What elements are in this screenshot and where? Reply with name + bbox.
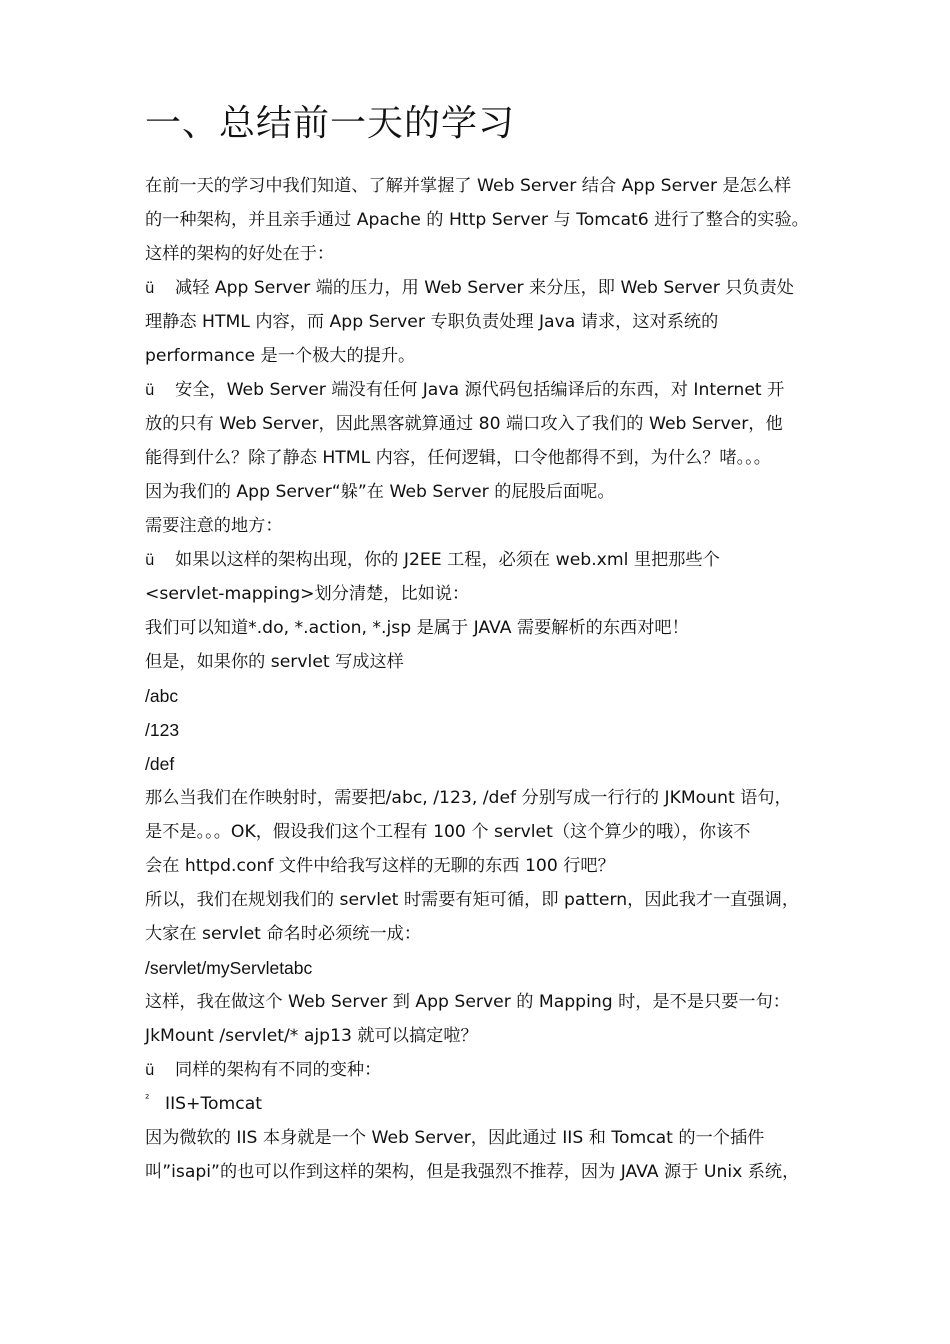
paragraph-line: 大家在 servlet 命名时必须统一成： [145,924,422,944]
bullet-line [145,373,813,407]
bullet-marker-icon: ü [145,1061,155,1079]
code-line: /123 [145,720,180,740]
paragraph-line: 那么当我们在作映射时，需要把/abc, /123, /def 分别写成一行行的 JKMount 语句， [145,788,792,808]
bullet-text: 同样的架构有不同的变种： [175,1060,382,1080]
paragraph-line: JkMount /servlet/* ajp13 就可以搞定啦？ [145,1026,478,1046]
paragraph-line: performance 是一个极大的提升。 [145,346,416,366]
paragraph-line: 所以，我们在规划我们的 servlet 时需要有矩可循，即 pattern，因此我才一直强调， [145,890,800,910]
bullet-text: 减轻 App Server 端的压力，用 Web Server 来分压，即 Web Server 只负责处 [175,278,794,298]
bullet-text: 安全，Web Server 端没有任何 Java 源代码包括编译后的东西，对 Internet 开 [175,380,785,400]
paragraph-line: 的一种架构，并且亲手通过 Apache 的 Http Server 与 Tomcat6 进行了整合的实验。 [145,210,809,230]
bullet-line [145,271,813,305]
code-line: /def [145,754,175,774]
bullet-line [145,1053,813,1087]
paragraph-line: 但是，如果你的 servlet 写成这样 [145,652,404,672]
square-bullet-icon: ² [145,1092,150,1106]
bullet-marker-icon: ü [145,551,155,569]
document-body [145,169,813,1189]
code-line: /servlet/myServletabc [145,958,313,978]
paragraph-line: 会在 httpd.conf 文件中给我写这样的无聊的东西 100 行吧？ [145,856,615,876]
paragraph-line: 这样的架构的好处在于： [145,244,335,264]
paragraph-line: 放的只有 Web Server，因此黑客就算通过 80 端口攻入了我们的 Web Server，他 [145,414,783,434]
paragraph-line: 因为我们的 App Server“躲”在 Web Server 的屁股后面呢。 [145,482,615,502]
paragraph-line: 叫”isapi”的也可以作到这样的架构，但是我强烈不推荐，因为 JAVA 源于 Unix 系统， [145,1162,800,1182]
sub-bullet-line [145,1087,813,1121]
bullet-marker-icon: ü [145,381,155,399]
code-line: /abc [145,686,179,706]
paragraph-line: 是不是。。。OK，假设我们这个工程有 100 个 servlet（这个算少的哦），你该不 [145,822,751,842]
paragraph-line: 这样，我在做这个 Web Server 到 App Server 的 Mapping 时，是不是只要一句： [145,992,790,1012]
paragraph-line: 能得到什么？除了静态 HTML 内容，任何逻辑，口令他都得不到，为什么？啫。。。 [145,448,771,468]
paragraph-line: 理静态 HTML 内容，而 App Server 专职负责处理 Java 请求，这对系统的 [145,312,719,332]
paragraph-line: 需要注意的地方： [145,516,283,536]
paragraph-line: <servlet-mapping>划分清楚，比如说： [145,584,470,604]
paragraph-line: 因为微软的 IIS 本身就是一个 Web Server，因此通过 IIS 和 Tomcat 的一个插件 [145,1128,765,1148]
bullet-line [145,543,813,577]
bullet-text: IIS+Tomcat [165,1094,263,1114]
document-title: 一、总结前一天的学习 [145,103,516,144]
bullet-marker-icon: ü [145,279,155,297]
paragraph-line: 在前一天的学习中我们知道、了解并掌握了 Web Server 结合 App Server 是怎么样 [145,176,792,196]
bullet-text: 如果以这样的架构出现，你的 J2EE 工程，必须在 web.xml 里把那些个 [175,550,720,570]
paragraph-line: 我们可以知道*.do, *.action, *.jsp 是属于 JAVA 需要解析的东西对吧！ [145,618,689,638]
